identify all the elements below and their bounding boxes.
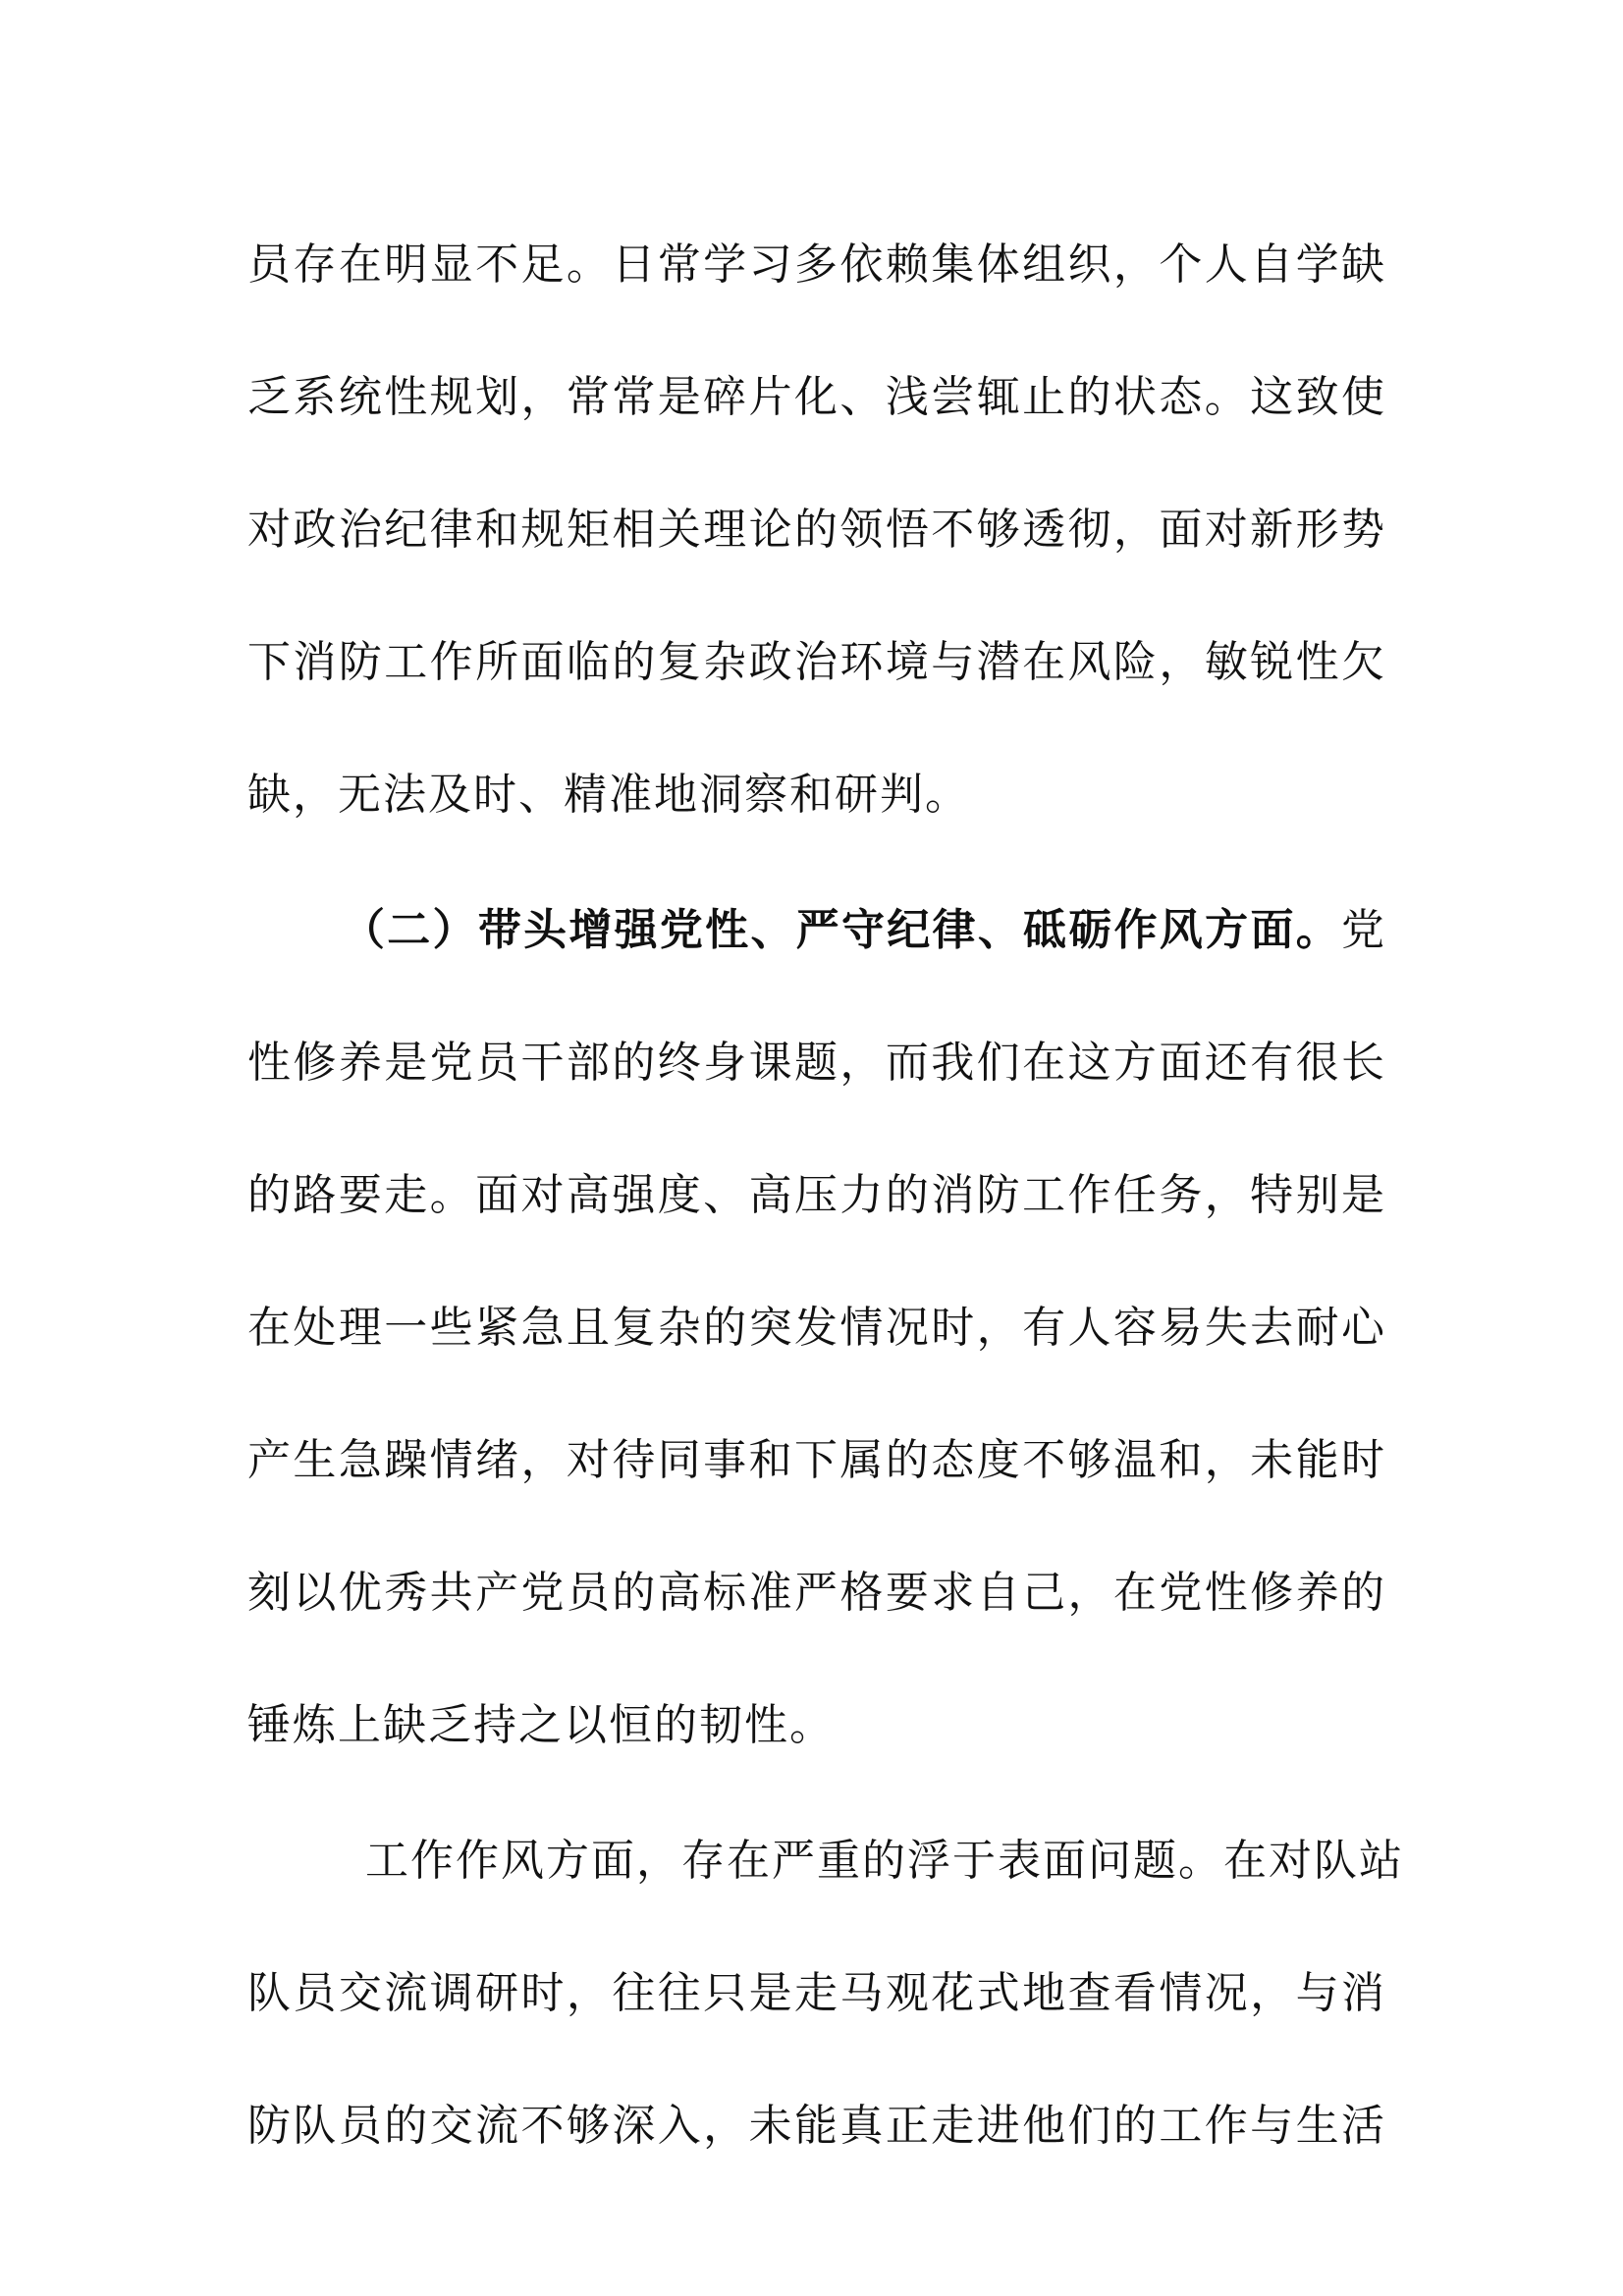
section-heading-line: [247, 901, 1386, 960]
paragraph-line: 工作作风方面，存在严重的浮于表面问题。在对队站: [365, 1836, 1404, 1886]
paragraph-line: 防队员的交流不够深入，未能真正走进他们的工作与生活: [247, 2101, 1386, 2151]
paragraph-line: 锤炼上缺乏持之以恒的韧性。: [247, 1700, 835, 1750]
paragraph-line: 在处理一些紧急且复杂的突发情况时，有人容易失去耐心: [247, 1303, 1386, 1353]
paragraph-line: 的路要走。面对高强度、高压力的消防工作任务，特别是: [247, 1170, 1386, 1220]
paragraph-line: 刻以优秀共产党员的高标准严格要求自己，在党性修养的: [247, 1568, 1386, 1618]
section-heading: （二）带头增强党性、严守纪律、砥砺作风方面。: [342, 905, 1341, 955]
paragraph-line: 队员交流调研时，往往只是走马观花式地查看情况，与消: [247, 1968, 1386, 2018]
paragraph-line: 性修养是党员干部的终身课题，而我们在这方面还有很长: [247, 1038, 1386, 1088]
paragraph-line: 下消防工作所面临的复杂政治环境与潜在风险，敏锐性欠: [247, 637, 1386, 687]
paragraph-line-tail: 党: [1341, 905, 1386, 955]
paragraph-line: 对政治纪律和规矩相关理论的领悟不够透彻，面对新形势: [247, 505, 1386, 555]
paragraph-line: 乏系统性规划，常常是碎片化、浅尝辄止的状态。这致使: [247, 372, 1386, 422]
paragraph-line: 缺，无法及时、精准地洞察和研判。: [247, 770, 970, 820]
paragraph-line: 产生急躁情绪，对待同事和下属的态度不够温和，未能时: [247, 1435, 1386, 1485]
paragraph-line: 员存在明显不足。日常学习多依赖集体组织，个人自学缺: [247, 240, 1386, 290]
